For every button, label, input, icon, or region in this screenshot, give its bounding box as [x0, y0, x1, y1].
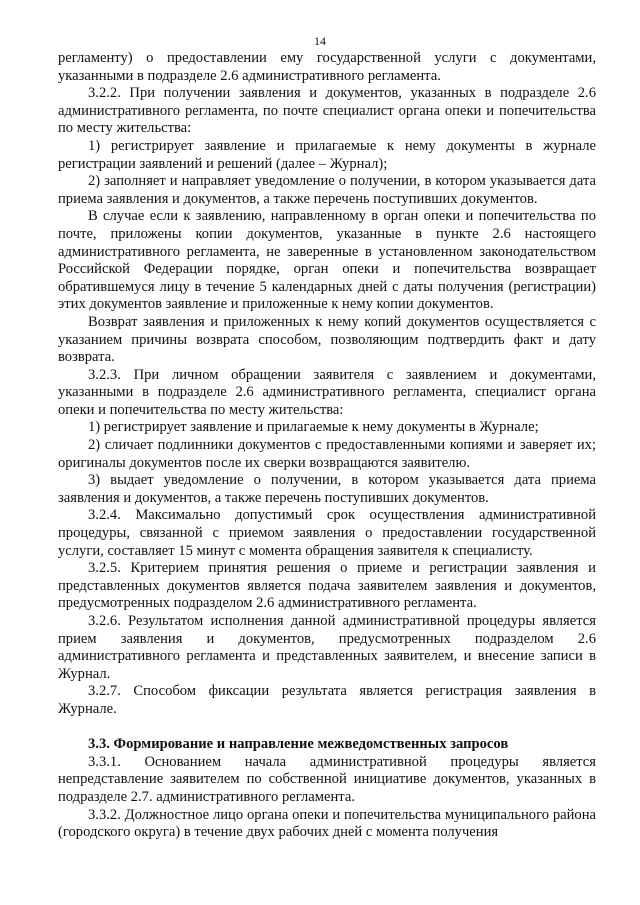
paragraph-3-2-3-item-1: 1) регистрирует заявление и прилагаемые к нему документы в Журнале; — [88, 419, 539, 436]
paragraph-mail-copies: В случае если к заявлению, направленному в орган опеки и попечительства по почте, приложены копии документов, указанные в пункте 2.6 настоящего административного регламента, не заверенные в установленном законодательством Российской Федерации порядке, орган опеки и попечительства возвращает обратившемуся лицу в течение 5 календарных дней с даты получения (регистрации) этих документов заявление и приложенные к нему копии документов. — [58, 208, 596, 313]
paragraph-3-2-2: 3.2.2. При получении заявления и документов, указанных в подразделе 2.6 административного регламента, по почте специалист органа опеки и попечительства по месту жительства: — [58, 85, 596, 137]
page-number: 14 — [314, 34, 326, 48]
paragraph-3-2-6: 3.2.6. Результатом исполнения данной административной процедуры является прием заявления и документов, предусмотренных подразделом 2.6 административного регламента и представленных заявителем, и внесение записи в Журнал. — [58, 613, 596, 682]
paragraph-3-2-2-item-1: 1) регистрирует заявление и прилагаемые к нему документы в журнале регистрации заявлений и решений (далее – Журнал); — [58, 137, 596, 172]
paragraph-3-2-7: 3.2.7. Способом фиксации результата является регистрация заявления в Журнале. — [58, 683, 596, 717]
document-body — [58, 50, 596, 842]
section-heading-3-3: 3.3. Формирование и направление межведомственных запросов — [88, 736, 509, 753]
paragraph-3-2-2-item-2: 2) заполняет и направляет уведомление о получении, в котором указывается дата приема заявления и документов, а также перечень поступивших документов. — [58, 173, 596, 207]
paragraph-return: Возврат заявления и приложенных к нему копий документов осуществляется с указанием причины возврата способом, позволяющим подтвердить факт и дату возврата. — [58, 313, 596, 366]
paragraph-3-2-4: 3.2.4. Максимально допустимый срок осуществления административной процедуры, связанной с приемом заявления о предоставлении государственной услуги, составляет 15 минут с момента обращения заявителя к специалисту. — [58, 507, 596, 559]
paragraph-3-2-5: 3.2.5. Критерием принятия решения о приеме и регистрации заявления и представленных документов является подача заявителем заявления и документов, предусмотренных подразделом 2.6 административного регламента. — [58, 560, 596, 612]
paragraph-continuation: регламенту) о предоставлении ему государственной услуги с документами, указанными в подразделе 2.6 административного регламента. — [58, 50, 596, 84]
paragraph-3-3-1: 3.3.1. Основанием начала административной процедуры является непредставление заявителем по собственной инициативе документов, указанных в подразделе 2.7. административного регламента. — [58, 753, 596, 805]
paragraph-3-2-3-item-3: 3) выдает уведомление о получении, в котором указывается дата приема заявления и документов, а также перечень поступивших документов. — [58, 472, 596, 506]
paragraph-3-3-2: 3.3.2. Должностное лицо органа опеки и попечительства муниципального района (городского округа) в течение двух рабочих дней с момента получения — [58, 806, 596, 841]
paragraph-3-2-3-item-2: 2) сличает подлинники документов с предоставленными копиями и заверяет их; оригиналы документов после их сверки возвращаются заявителю. — [58, 437, 596, 471]
paragraph-3-2-3: 3.2.3. При личном обращении заявителя с заявлением и документами, указанными в подразделе 2.6 административного регламента, специалист органа опеки и попечительства по месту жительства: — [58, 366, 596, 418]
